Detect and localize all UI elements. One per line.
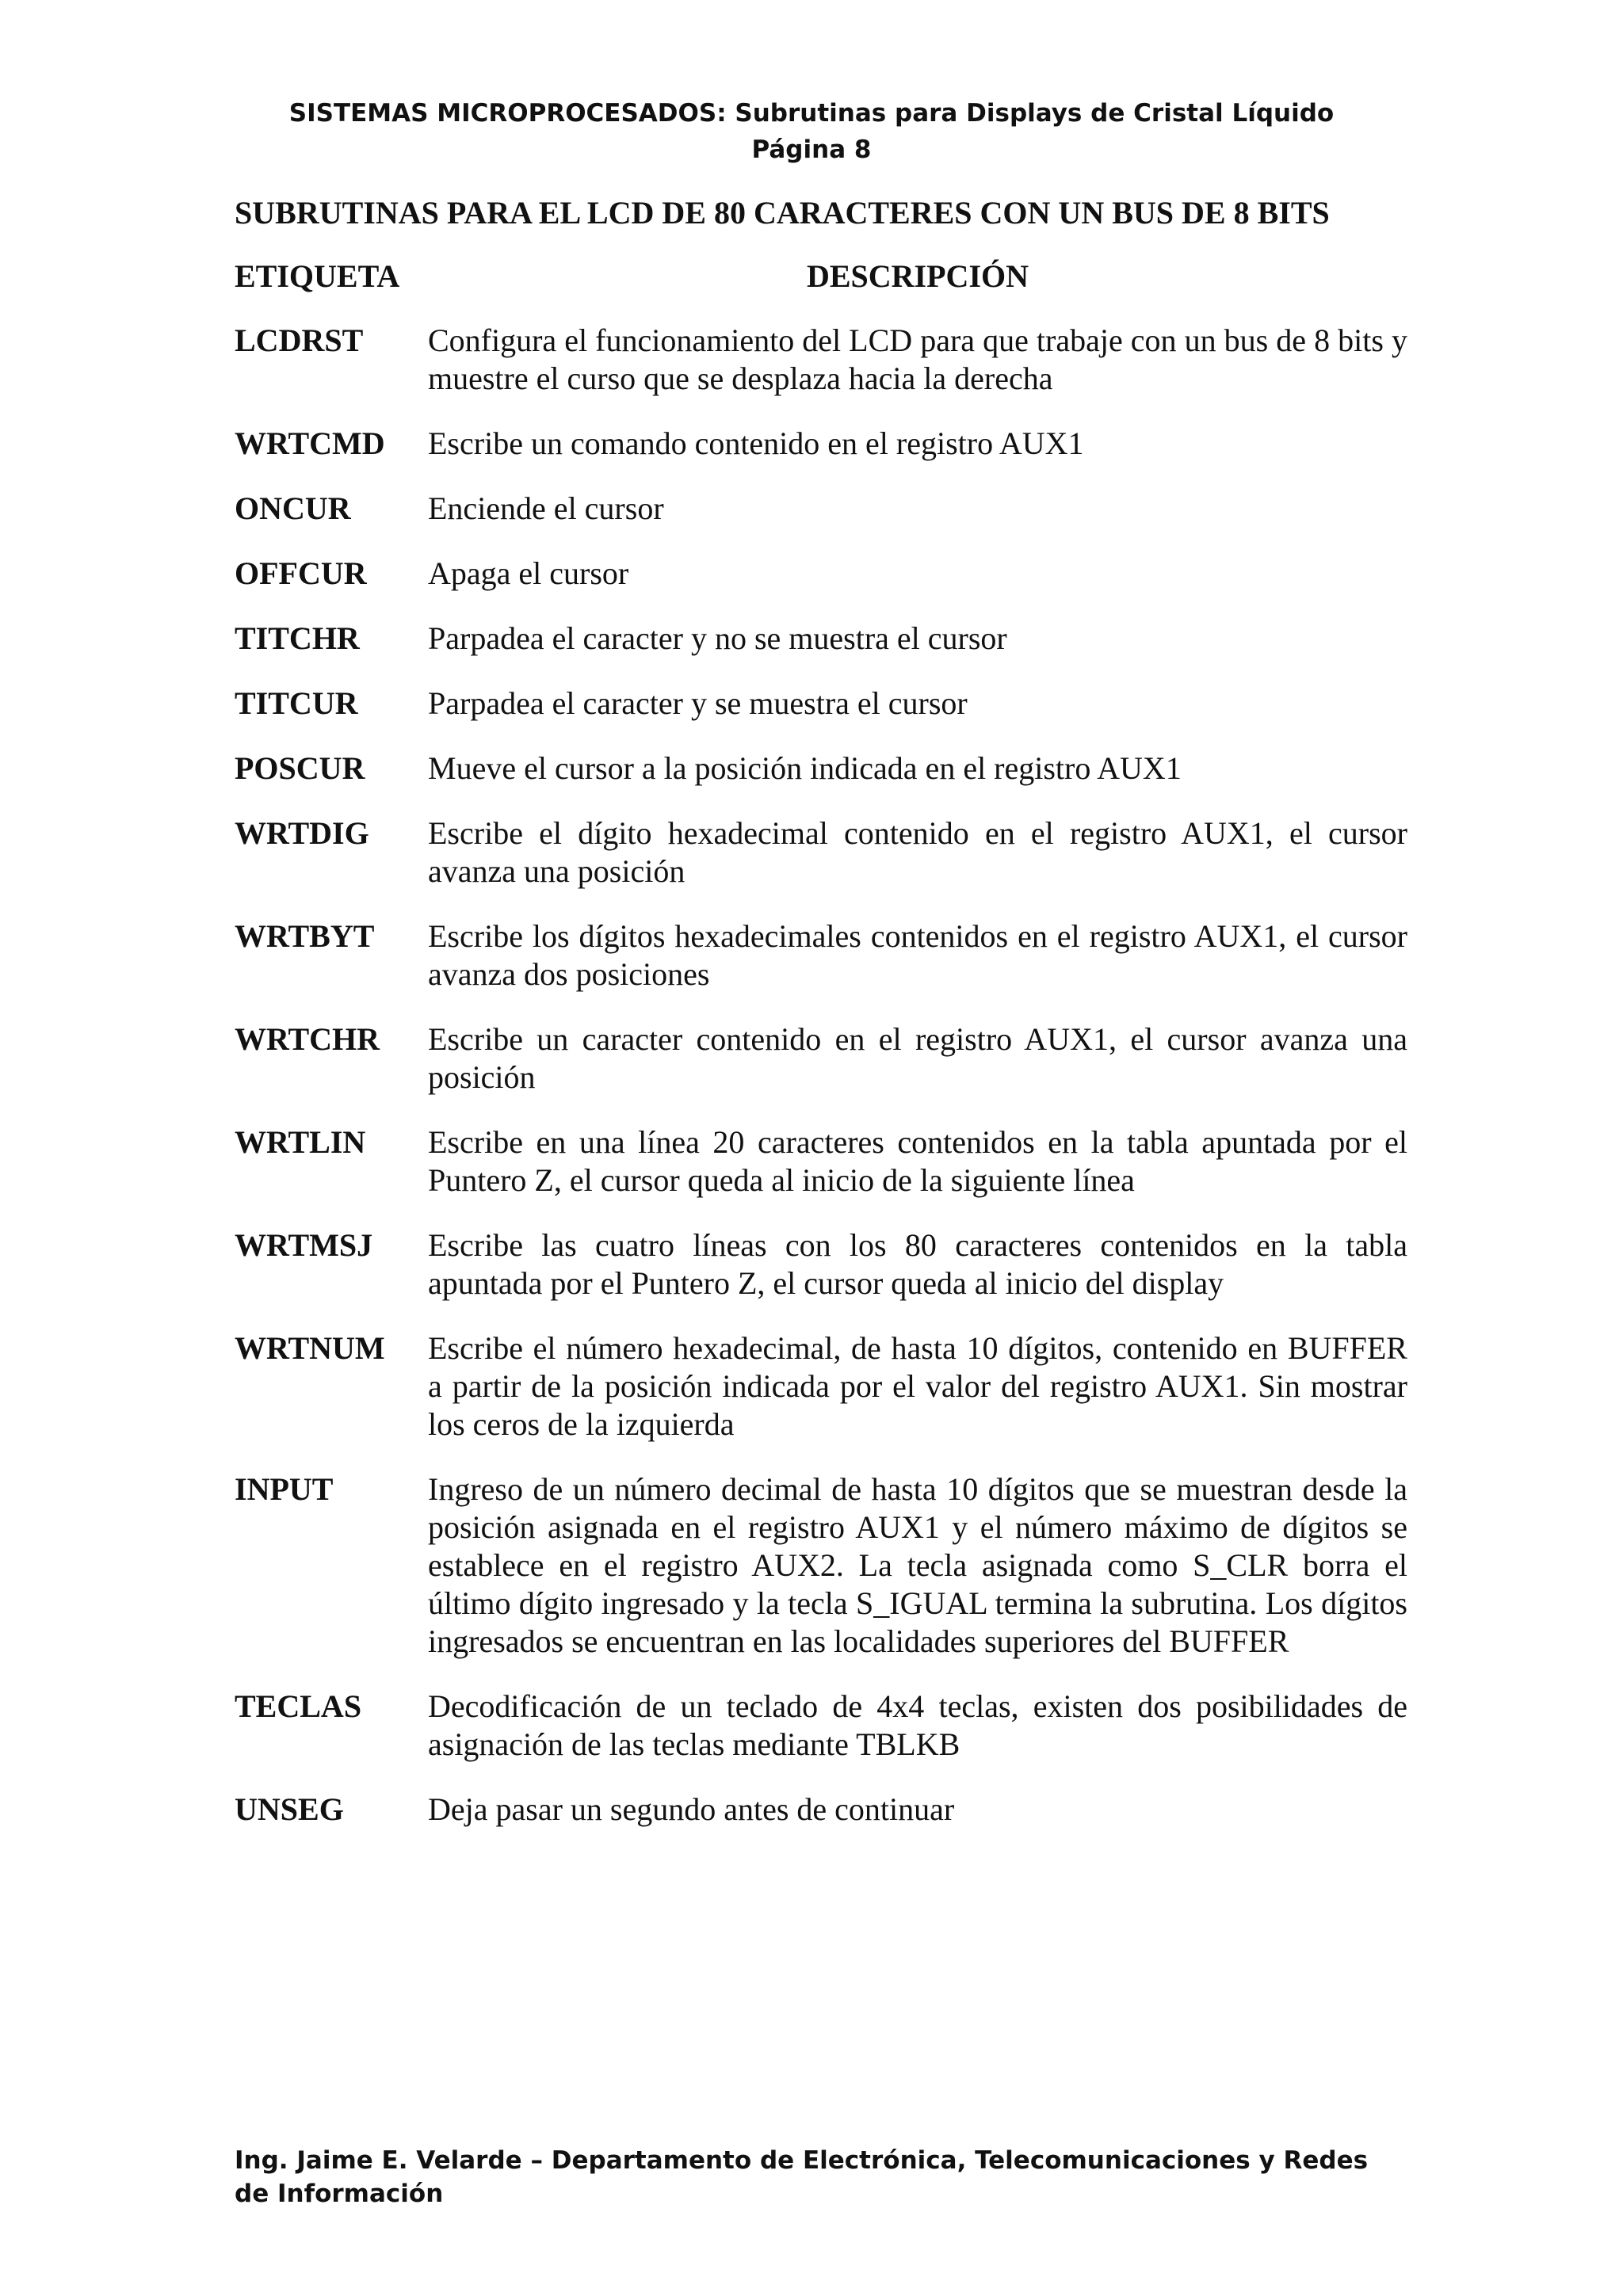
subroutine-label: TITCHR: [235, 620, 360, 656]
subroutine-label: LCDRST: [235, 322, 364, 358]
subroutine-label: OFFCUR: [235, 555, 367, 591]
subroutine-label: WRTCMD: [235, 425, 385, 461]
subroutine-description: Escribe el número hexadecimal, de hasta 10 dígitos, contenido en BUFFER a partir de la posición indicada por el valor del registro AUX1. Sin mostrar los ceros de la izquierda: [428, 1330, 1407, 1442]
subroutine-list: [235, 322, 1407, 1855]
list-item: [235, 814, 1407, 891]
subroutine-description: Enciende el cursor: [428, 490, 664, 526]
subroutine-label: POSCUR: [235, 750, 365, 786]
subroutine-label: INPUT: [235, 1471, 334, 1507]
list-item: [235, 685, 1407, 723]
subroutine-description: Parpadea el caracter y se muestra el cursor: [428, 685, 968, 721]
page-footer: Ing. Jaime E. Velarde – Departamento de Electrónica, Telecomunicaciones y Redes de Información: [235, 2146, 1369, 2208]
list-item: [235, 555, 1407, 593]
subroutine-description: Decodificación de un teclado de 4x4 teclas, existen dos posibilidades de asignación de las teclas mediante TBLKB: [428, 1688, 1407, 1762]
list-item: [235, 1123, 1407, 1199]
list-item: [235, 1329, 1407, 1444]
list-item: [235, 490, 1407, 528]
subroutine-description: Parpadea el caracter y no se muestra el cursor: [428, 620, 1007, 656]
column-header-label: ETIQUETA: [235, 258, 400, 294]
list-item: [235, 425, 1407, 463]
subroutine-description: Configura el funcionamiento del LCD para que trabaje con un bus de 8 bits y muestre el curso que se desplaza hacia la derecha: [428, 322, 1407, 396]
subroutine-label: WRTDIG: [235, 815, 369, 851]
subroutine-label: TECLAS: [235, 1688, 362, 1724]
subroutine-label: UNSEG: [235, 1791, 344, 1827]
list-item: [235, 917, 1407, 994]
subroutine-label: WRTLIN: [235, 1124, 366, 1160]
column-header-description: DESCRIPCIÓN: [806, 258, 1029, 294]
subroutine-description: Mueve el cursor a la posición indicada en el registro AUX1: [428, 750, 1182, 786]
subroutine-description: Apaga el cursor: [428, 555, 629, 591]
list-item: [235, 1791, 1407, 1829]
subroutine-description: Ingreso de un número decimal de hasta 10 dígitos que se muestran desde la posición asignada en el registro AUX1 y el número máximo de dígitos se establece en el registro AUX2. La tecla asignada como S_CLR borra el último dígito ingresado y la tecla S_IGUAL termina la subrutina. Los dígitos ingresados se encuentran en las localidades superiores del BUFFER: [428, 1471, 1407, 1659]
subroutine-label: WRTMSJ: [235, 1227, 373, 1263]
subroutine-label: WRTCHR: [235, 1021, 380, 1057]
subroutine-label: WRTBYT: [235, 918, 375, 954]
subroutine-description: Escribe el dígito hexadecimal contenido en el registro AUX1, el cursor avanza una posición: [428, 815, 1407, 889]
subroutine-description: Escribe los dígitos hexadecimales contenidos en el registro AUX1, el cursor avanza dos posiciones: [428, 918, 1407, 992]
list-item: [235, 1688, 1407, 1764]
subroutine-description: Escribe un caracter contenido en el registro AUX1, el cursor avanza una posición: [428, 1021, 1407, 1095]
subroutine-description: Deja pasar un segundo antes de continuar: [428, 1791, 955, 1827]
subroutine-label: ONCUR: [235, 490, 351, 526]
list-item: [235, 322, 1407, 398]
header-title: SISTEMAS MICROPROCESADOS: Subrutinas para Displays de Cristal Líquido: [288, 99, 1335, 128]
subroutine-label: WRTNUM: [235, 1330, 385, 1366]
list-item: [235, 749, 1407, 788]
list-item: [235, 1226, 1407, 1302]
subroutine-description: Escribe un comando contenido en el registro AUX1: [428, 425, 1084, 461]
page-number: Página 8: [751, 135, 872, 164]
subroutine-description: Escribe en una línea 20 caracteres contenidos en la tabla apuntada por el Puntero Z, el cursor queda al inicio de la siguiente línea: [428, 1124, 1407, 1198]
page-header: [0, 95, 1623, 168]
list-item: [235, 1470, 1407, 1661]
list-item: [235, 1020, 1407, 1097]
list-item: [235, 620, 1407, 658]
subroutine-label: TITCUR: [235, 685, 358, 721]
subroutine-description: Escribe las cuatro líneas con los 80 caracteres contenidos en la tabla apuntada por el Puntero Z, el cursor queda al inicio del display: [428, 1227, 1407, 1301]
section-title: SUBRUTINAS PARA EL LCD DE 80 CARACTERES CON UN BUS DE 8 BITS: [235, 195, 1330, 231]
